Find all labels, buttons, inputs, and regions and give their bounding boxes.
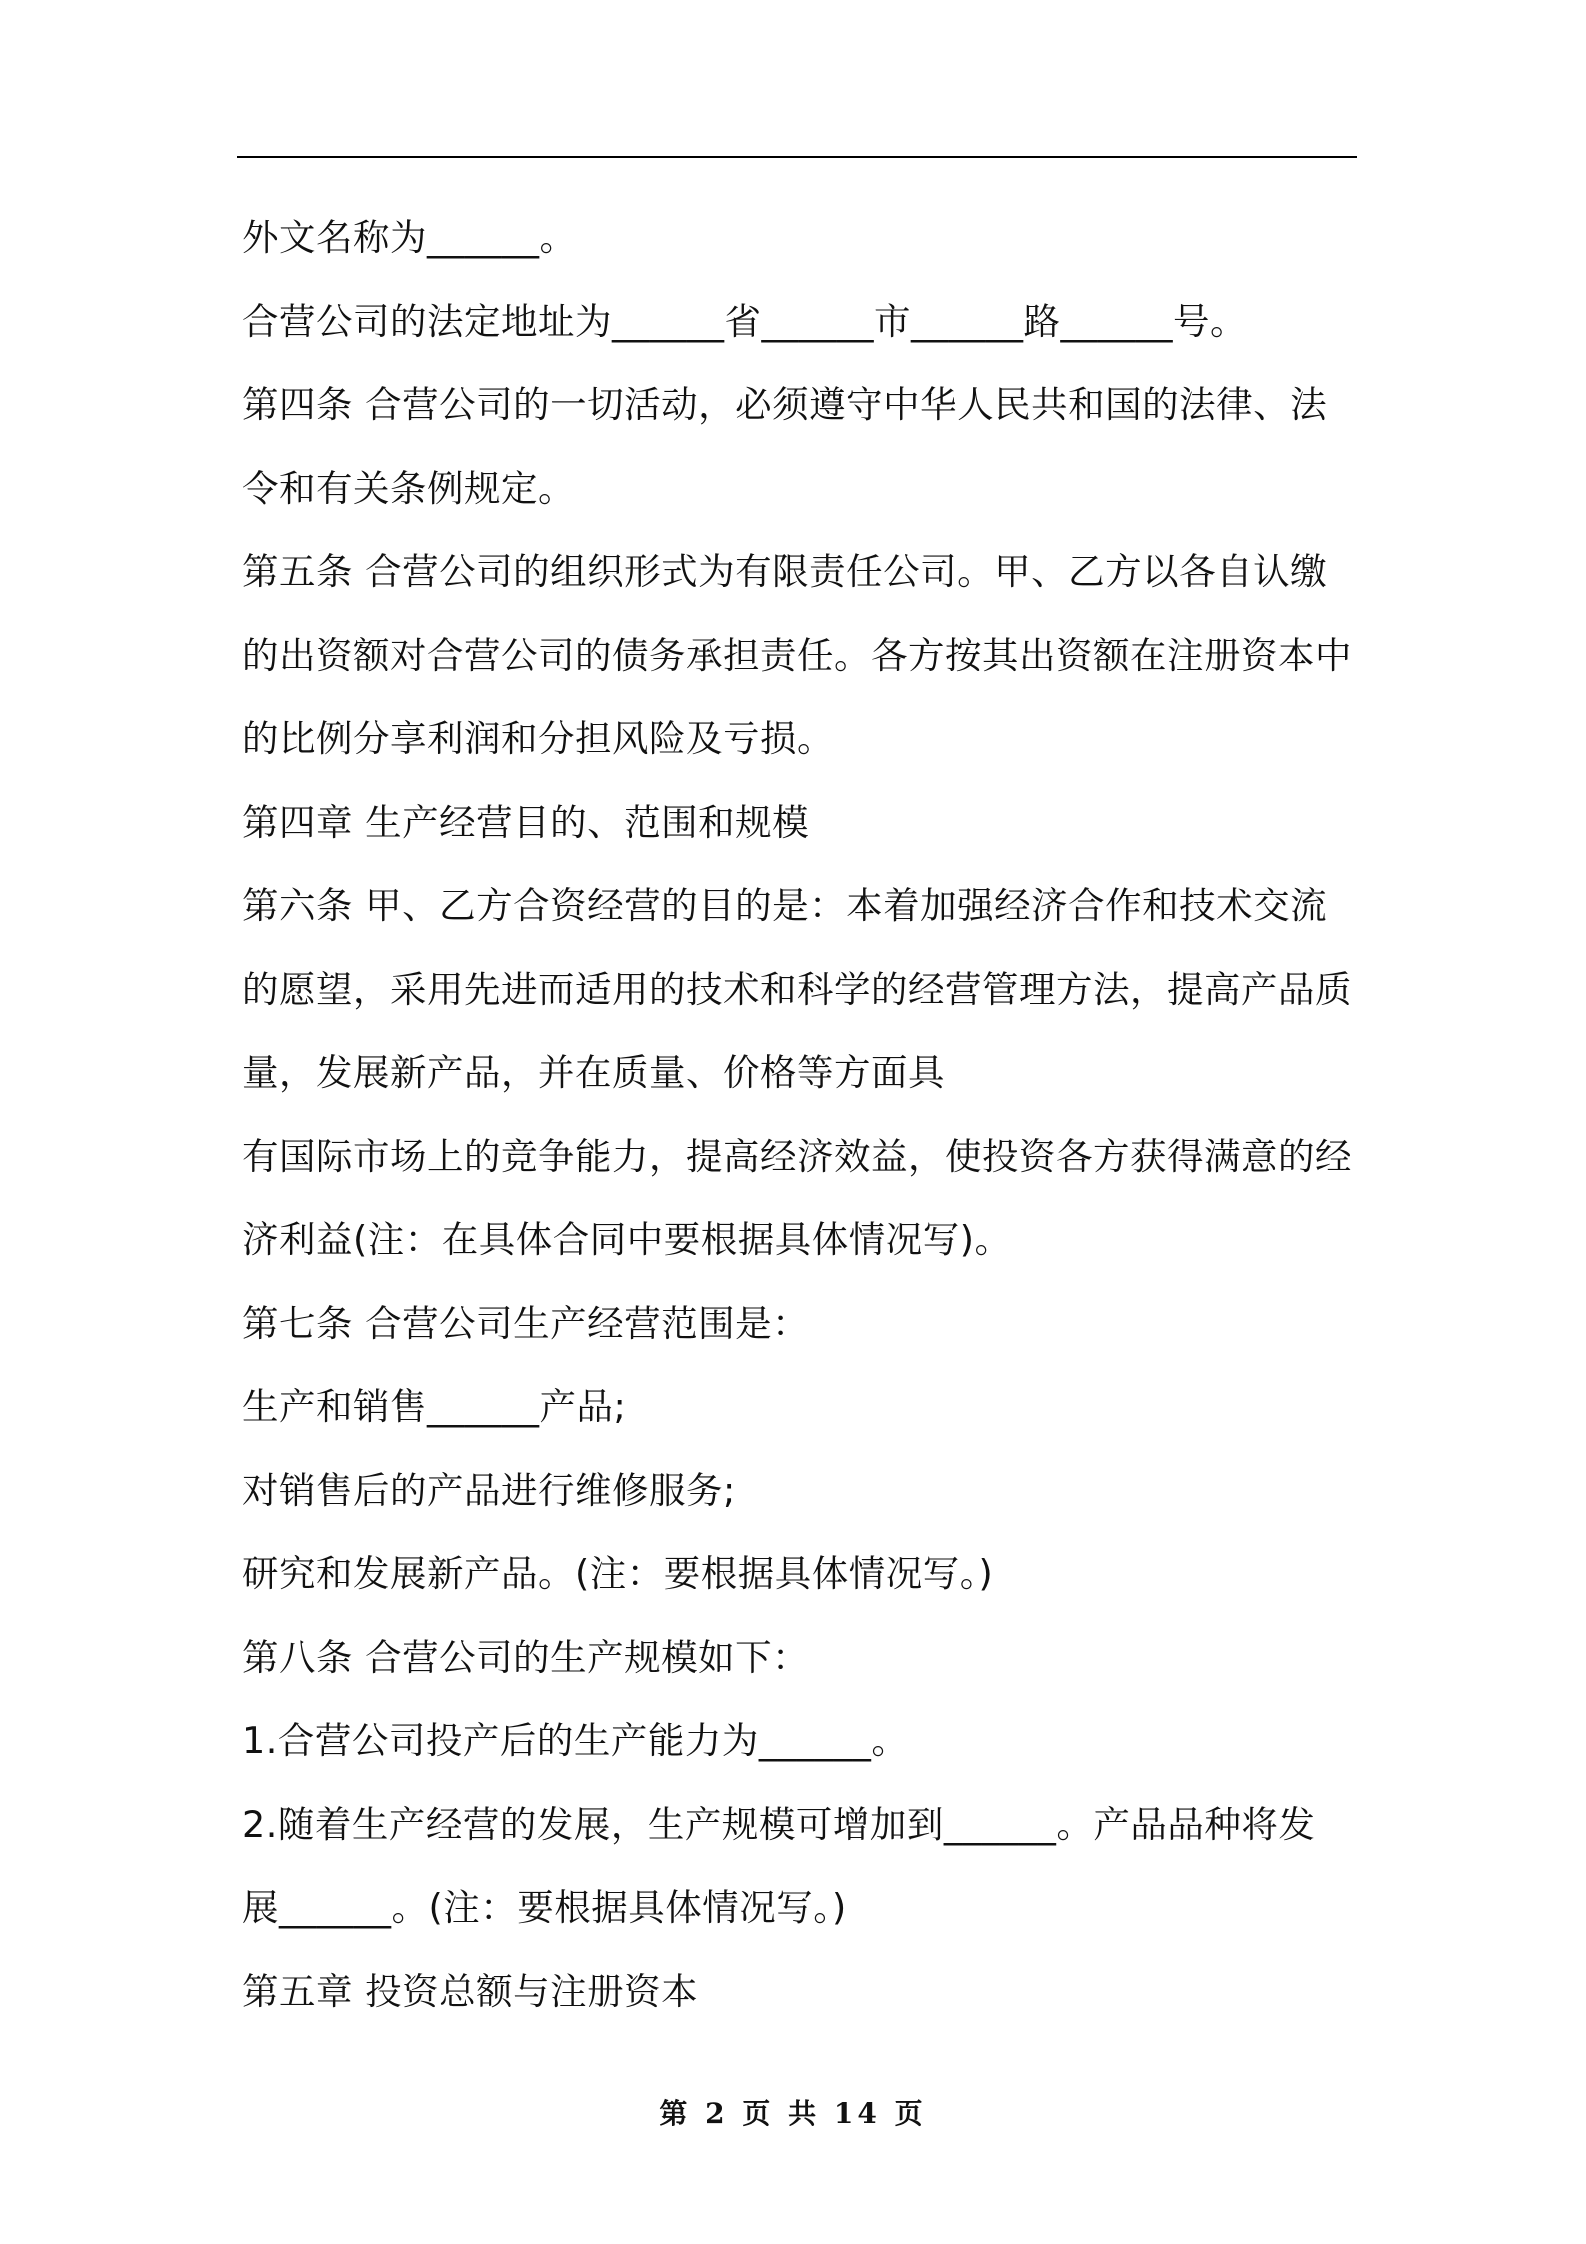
body-line: 第七条 合营公司生产经营范围是：	[242, 1301, 810, 1345]
body-line: 研究和发展新产品。(注：要根据具体情况写。)	[242, 1552, 994, 1595]
body-line: 对销售后的产品进行维修服务;	[242, 1468, 736, 1512]
body-line: 1.合营公司投产后的生产能力为______。	[242, 1719, 909, 1762]
body-line: 第五条 合营公司的组织形式为有限责任公司。甲、乙方以各自认缴	[242, 550, 1328, 593]
body-line: 合营公司的法定地址为______省______市______路______号。	[242, 299, 1247, 343]
body-line: 第四条 合营公司的一切活动，必须遵守中华人民共和国的法律、法	[242, 383, 1328, 426]
body-line: 第八条 合营公司的生产规模如下：	[242, 1635, 810, 1679]
body-line: 量，发展新产品，并在质量、价格等方面具	[242, 1051, 945, 1094]
header-divider	[237, 156, 1357, 158]
body-line: 的比例分享利润和分担风险及亏损。	[242, 717, 834, 760]
document-body	[242, 196, 1362, 2033]
body-line: 生产和销售______产品;	[242, 1385, 627, 1428]
body-line: 令和有关条例规定。	[242, 466, 575, 510]
page-number: 第 2 页 共 14 页	[659, 2097, 927, 2130]
body-line: 有国际市场上的竞争能力，提高经济效益，使投资各方获得满意的经	[242, 1134, 1352, 1178]
body-line: 的愿望，采用先进而适用的技术和科学的经营管理方法，提高产品质	[242, 967, 1352, 1011]
body-line: 济利益(注：在具体合同中要根据具体情况写)。	[242, 1218, 1012, 1261]
body-line: 2.随着生产经营的发展，生产规模可增加到______。产品品种将发	[242, 1802, 1316, 1846]
body-line: 第六条 甲、乙方合资经营的目的是：本着加强经济合作和技术交流	[242, 884, 1328, 927]
body-line: 展______。(注：要根据具体情况写。)	[242, 1886, 847, 1929]
chapter-heading: 第四章 生产经营目的、范围和规模	[242, 800, 810, 844]
body-line: 的出资额对合营公司的债务承担责任。各方按其出资额在注册资本中	[242, 633, 1352, 677]
chapter-heading: 第五章 投资总额与注册资本	[242, 1969, 699, 2013]
body-line: 外文名称为______。	[242, 216, 577, 259]
